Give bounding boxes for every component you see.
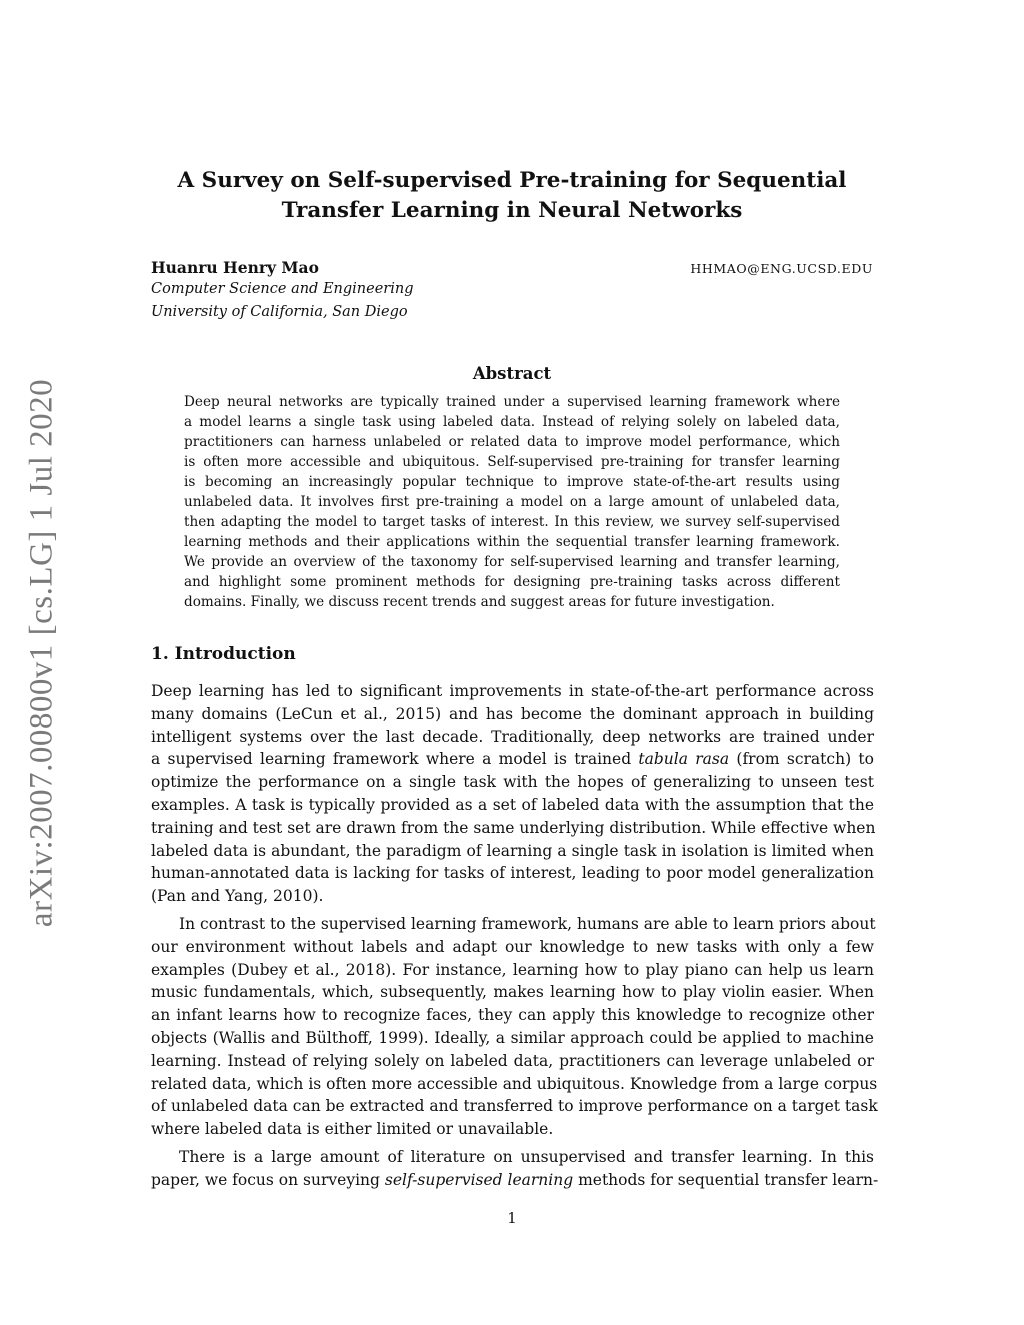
abstract-line: domains. Finally, we discuss recent trends and suggest areas for future investigation.	[184, 594, 775, 610]
body-text-segment: paper, we focus on surveying	[151, 1170, 380, 1189]
body-line: Deep learning has led to significant improvements in state-of-the-art performance across	[151, 682, 874, 700]
abstract-line: We provide an overview of the taxonomy for self-supervised learning and transfer learning,	[184, 554, 840, 570]
body-line: In contrast to the supervised learning framework, humans are able to learn priors about	[179, 914, 876, 933]
abstract-line: a model learns a single task using labeled data. Instead of relying solely on labeled data,	[184, 414, 840, 430]
arxiv-identifier-stamp	[22, 375, 62, 930]
abstract-line: learning methods and their applications within the sequential transfer learning framework.	[184, 534, 840, 550]
abstract-line: and highlight some prominent methods for designing pre-training tasks across different	[184, 574, 840, 590]
abstract-line: is often more accessible and ubiquitous. Self-supervised pre-training for transfer learning	[184, 454, 840, 470]
author-affiliation: Computer Science and Engineering	[151, 281, 414, 297]
author-email: HHMAO@ENG.UCSD.EDU	[690, 261, 873, 276]
body-line: learning. Instead of relying solely on labeled data, practitioners can leverage unlabeled or	[151, 1051, 874, 1070]
body-line	[151, 748, 874, 771]
abstract-body	[184, 392, 840, 612]
body-line: intelligent systems over the last decade. Traditionally, deep networks are trained under	[151, 727, 874, 746]
body-line: where labeled data is either limited or unavailable.	[151, 1120, 554, 1139]
abstract-line: unlabeled data. It involves first pre-training a model on a large amount of unlabeled data,	[184, 494, 840, 510]
abstract-line: Deep neural networks are typically trained under a supervised learning framework where	[184, 394, 840, 410]
body-line: labeled data is abundant, the paradigm of learning a single task in isolation is limited when	[151, 841, 874, 860]
body-line: music fundamentals, which, subsequently, makes learning how to play violin easier. When	[151, 983, 874, 1002]
title-line: A Survey on Self-supervised Pre-training for Sequential	[177, 168, 847, 193]
body-line: an infant learns how to recognize faces, they can apply this knowledge to recognize other	[151, 1006, 874, 1025]
body-line: many domains (LeCun et al., 2015) and has become the dominant approach in building	[151, 704, 874, 723]
body-line	[151, 1169, 879, 1192]
author-name: Huanru Henry Mao	[151, 258, 319, 277]
paper-title	[150, 166, 874, 226]
body-line: our environment without labels and adapt our knowledge to new tasks with only a few	[151, 937, 874, 956]
emphasis-tabula-rasa: tabula rasa	[638, 750, 730, 769]
body-line: examples (Dubey et al., 2018). For instance, learning how to play piano can help us learn	[151, 960, 874, 979]
arxiv-identifier-text: arXiv:2007.00800v1 [cs.LG] 1 Jul 2020	[23, 378, 60, 927]
body-line: optimize the performance on a single task with the hopes of generalizing to unseen test	[151, 773, 874, 792]
abstract-line: then adapting the model to target tasks of interest. In this review, we survey self-supervised	[184, 514, 840, 530]
body-line: related data, which is often more accessible and ubiquitous. Knowledge from a large corpus	[151, 1074, 878, 1093]
body-text-segment: (from scratch) to	[736, 750, 874, 769]
body-line: human-annotated data is lacking for tasks of interest, leading to poor model generalization	[151, 864, 874, 883]
body-line: objects (Wallis and Bülthoff, 1999). Ideally, a similar approach could be applied to machine	[151, 1028, 874, 1047]
page-number: 1	[507, 1209, 517, 1227]
introduction-body	[151, 680, 879, 1192]
emphasis-self-supervised-learning: self-supervised learning	[384, 1170, 574, 1189]
abstract-heading: Abstract	[472, 364, 552, 383]
abstract-line: practitioners can harness unlabeled or related data to improve model performance, which	[184, 434, 840, 450]
body-line: (Pan and Yang, 2010).	[151, 887, 324, 906]
abstract-line: is becoming an increasingly popular technique to improve state-of-the-art results using	[184, 474, 840, 490]
body-line: of unlabeled data can be extracted and transferred to improve performance on a target task	[151, 1097, 878, 1116]
body-line: There is a large amount of literature on unsupervised and transfer learning. In this	[179, 1147, 874, 1166]
body-text-segment: a supervised learning framework where a model is trained	[151, 750, 632, 769]
body-line: examples. A task is typically provided as a set of labeled data with the assumption that the	[151, 795, 874, 814]
title-line: Transfer Learning in Neural Networks	[281, 198, 743, 223]
author-affiliation: University of California, San Diego	[151, 304, 408, 320]
body-line: training and test set are drawn from the same underlying distribution. While effective when	[151, 818, 876, 837]
section-heading-introduction: 1. Introduction	[151, 644, 296, 664]
body-text-segment: methods for sequential transfer learn-	[578, 1170, 879, 1189]
